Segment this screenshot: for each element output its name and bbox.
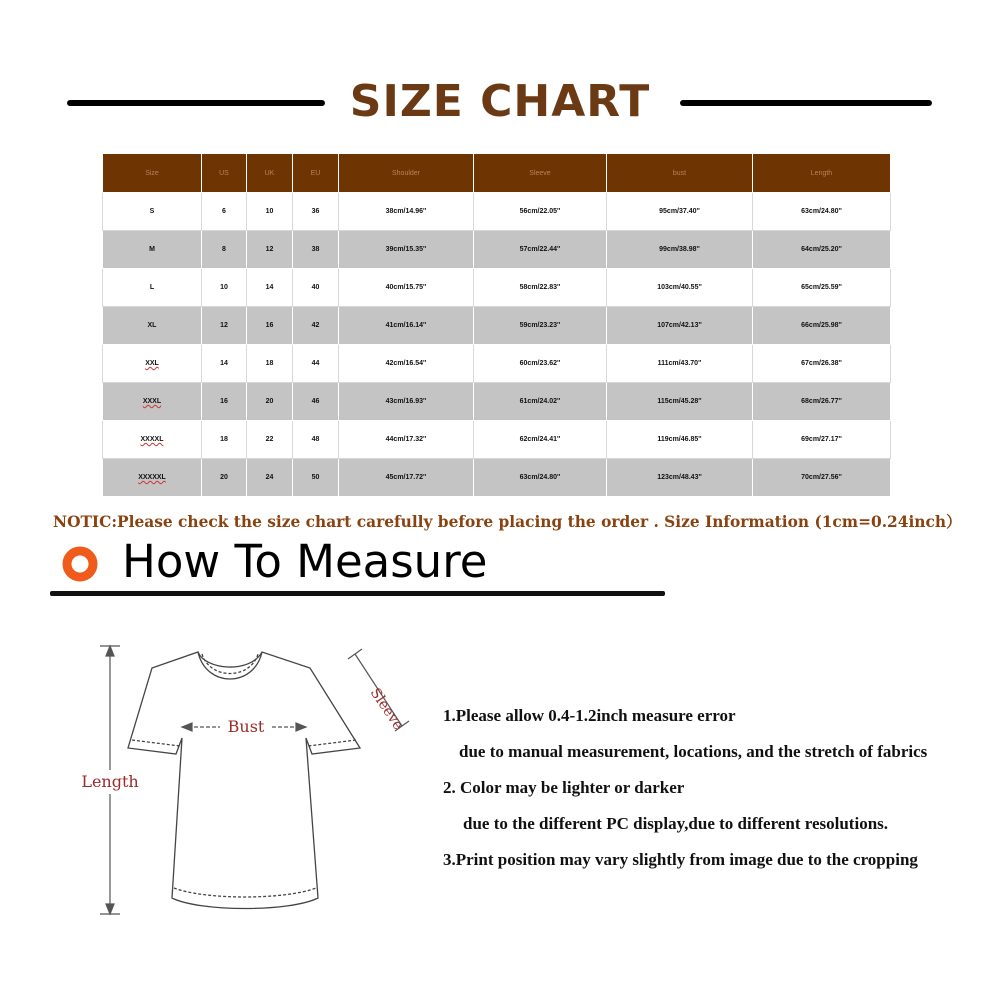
table-cell: 44 <box>293 345 339 383</box>
table-cell: 70cm/27.56'' <box>753 459 891 497</box>
table-cell: 68cm/26.77'' <box>753 383 891 421</box>
table-cell: 99cm/38.98'' <box>607 231 753 269</box>
table-cell: 14 <box>202 345 247 383</box>
size-label: M <box>149 246 155 253</box>
table-cell: 18 <box>247 345 293 383</box>
table-cell: 8 <box>202 231 247 269</box>
table-cell: 107cm/42.13'' <box>607 307 753 345</box>
table-cell: 61cm/24.02'' <box>474 383 607 421</box>
table-cell: 45cm/17.72'' <box>339 459 474 497</box>
table-cell: 10 <box>202 269 247 307</box>
header-shoulder: Shoulder <box>339 154 474 193</box>
table-cell: 38 <box>293 231 339 269</box>
size-notice: NOTIC:Please check the size chart carefully before placing the order . Size Information (1cm=0.24inch） <box>53 513 962 531</box>
table-cell: 59cm/23.23'' <box>474 307 607 345</box>
table-cell: 12 <box>202 307 247 345</box>
table-cell: 111cm/43.70'' <box>607 345 753 383</box>
table-cell: 42 <box>293 307 339 345</box>
table-cell-size <box>103 459 202 497</box>
table-cell: 12 <box>247 231 293 269</box>
sleeve-label: Sleeve <box>366 685 407 734</box>
instruction-line-2-detail: due to the different PC display,due to different resolutions. <box>463 814 889 833</box>
table-cell: 66cm/25.98'' <box>753 307 891 345</box>
how-to-measure-underline <box>50 591 665 596</box>
title-row <box>0 72 1000 132</box>
table-cell: 44cm/17.32'' <box>339 421 474 459</box>
table-cell: 50 <box>293 459 339 497</box>
table-cell: 16 <box>247 307 293 345</box>
table-row <box>103 459 891 497</box>
size-label: XL <box>147 322 157 329</box>
table-cell: 38cm/14.96'' <box>339 193 474 231</box>
table-cell-size <box>103 383 202 421</box>
table-cell: 24 <box>247 459 293 497</box>
table-row <box>103 421 891 459</box>
table-cell: 10 <box>247 193 293 231</box>
table-cell: 69cm/27.17'' <box>753 421 891 459</box>
table-cell: 36 <box>293 193 339 231</box>
header-uk: UK <box>247 154 293 193</box>
table-row <box>103 345 891 383</box>
table-row <box>103 307 891 345</box>
instruction-line-1-detail: due to manual measurement, locations, and the stretch of fabrics <box>459 742 928 761</box>
header-sleeve: Sleeve <box>474 154 607 193</box>
how-to-measure-title: How To Measure <box>122 535 488 588</box>
table-cell: 20 <box>202 459 247 497</box>
table-cell: 14 <box>247 269 293 307</box>
ring-bullet-icon <box>62 546 98 582</box>
table-cell: 119cm/46.85'' <box>607 421 753 459</box>
table-header-row <box>103 154 891 193</box>
table-cell: 67cm/26.38'' <box>753 345 891 383</box>
table-cell: 65cm/25.59'' <box>753 269 891 307</box>
table-row <box>103 231 891 269</box>
table-cell-size <box>103 307 202 345</box>
table-row <box>103 193 891 231</box>
table-cell: 64cm/25.20'' <box>753 231 891 269</box>
size-label: XXXL <box>142 398 162 405</box>
size-table <box>102 153 891 497</box>
length-label: Length <box>81 772 139 791</box>
table-cell: 56cm/22.05'' <box>474 193 607 231</box>
table-cell: 48 <box>293 421 339 459</box>
table-cell: 63cm/24.80'' <box>753 193 891 231</box>
table-cell: 16 <box>202 383 247 421</box>
table-cell: 58cm/22.83'' <box>474 269 607 307</box>
table-cell-size <box>103 345 202 383</box>
table-cell: 22 <box>247 421 293 459</box>
size-label: S <box>149 208 155 215</box>
title-rule-left <box>67 100 325 106</box>
tshirt-outline <box>128 652 360 909</box>
table-cell: 42cm/16.54'' <box>339 345 474 383</box>
size-label: L <box>149 284 155 291</box>
table-cell: 63cm/24.80'' <box>474 459 607 497</box>
table-cell: 95cm/37.40'' <box>607 193 753 231</box>
table-cell: 40 <box>293 269 339 307</box>
table-cell: 62cm/24.41'' <box>474 421 607 459</box>
table-cell-size <box>103 193 202 231</box>
size-label: XXXXXL <box>138 474 166 481</box>
measure-instructions <box>443 698 993 878</box>
table-cell-size <box>103 231 202 269</box>
table-cell: 46 <box>293 383 339 421</box>
table-row <box>103 269 891 307</box>
size-label: XXL <box>145 360 159 367</box>
table-row <box>103 383 891 421</box>
table-cell: 115cm/45.28'' <box>607 383 753 421</box>
table-cell: 60cm/23.62'' <box>474 345 607 383</box>
header-length: Length <box>753 154 891 193</box>
bust-label: Bust <box>227 717 265 736</box>
header-bust: bust <box>607 154 753 193</box>
header-eu: EU <box>293 154 339 193</box>
table-cell: 6 <box>202 193 247 231</box>
tshirt-diagram <box>80 630 407 930</box>
instruction-line-1: 1.Please allow 0.4-1.2inch measure error <box>443 706 736 725</box>
header-us: US <box>202 154 247 193</box>
title-rule-right <box>680 100 932 106</box>
table-cell-size <box>103 269 202 307</box>
header-size: Size <box>103 154 202 193</box>
size-label: XXXXL <box>140 436 164 443</box>
table-cell: 103cm/40.55'' <box>607 269 753 307</box>
table-cell: 43cm/16.93'' <box>339 383 474 421</box>
table-cell: 39cm/15.35'' <box>339 231 474 269</box>
table-cell: 20 <box>247 383 293 421</box>
table-cell: 41cm/16.14'' <box>339 307 474 345</box>
table-cell: 57cm/22.44'' <box>474 231 607 269</box>
table-cell-size <box>103 421 202 459</box>
table-cell: 123cm/48.43'' <box>607 459 753 497</box>
instruction-line-2: 2. Color may be lighter or darker <box>443 778 685 797</box>
table-cell: 18 <box>202 421 247 459</box>
size-chart-title: SIZE CHART <box>349 76 651 127</box>
instruction-line-3: 3.Print position may vary slightly from image due to the cropping <box>443 850 918 869</box>
table-cell: 40cm/15.75'' <box>339 269 474 307</box>
